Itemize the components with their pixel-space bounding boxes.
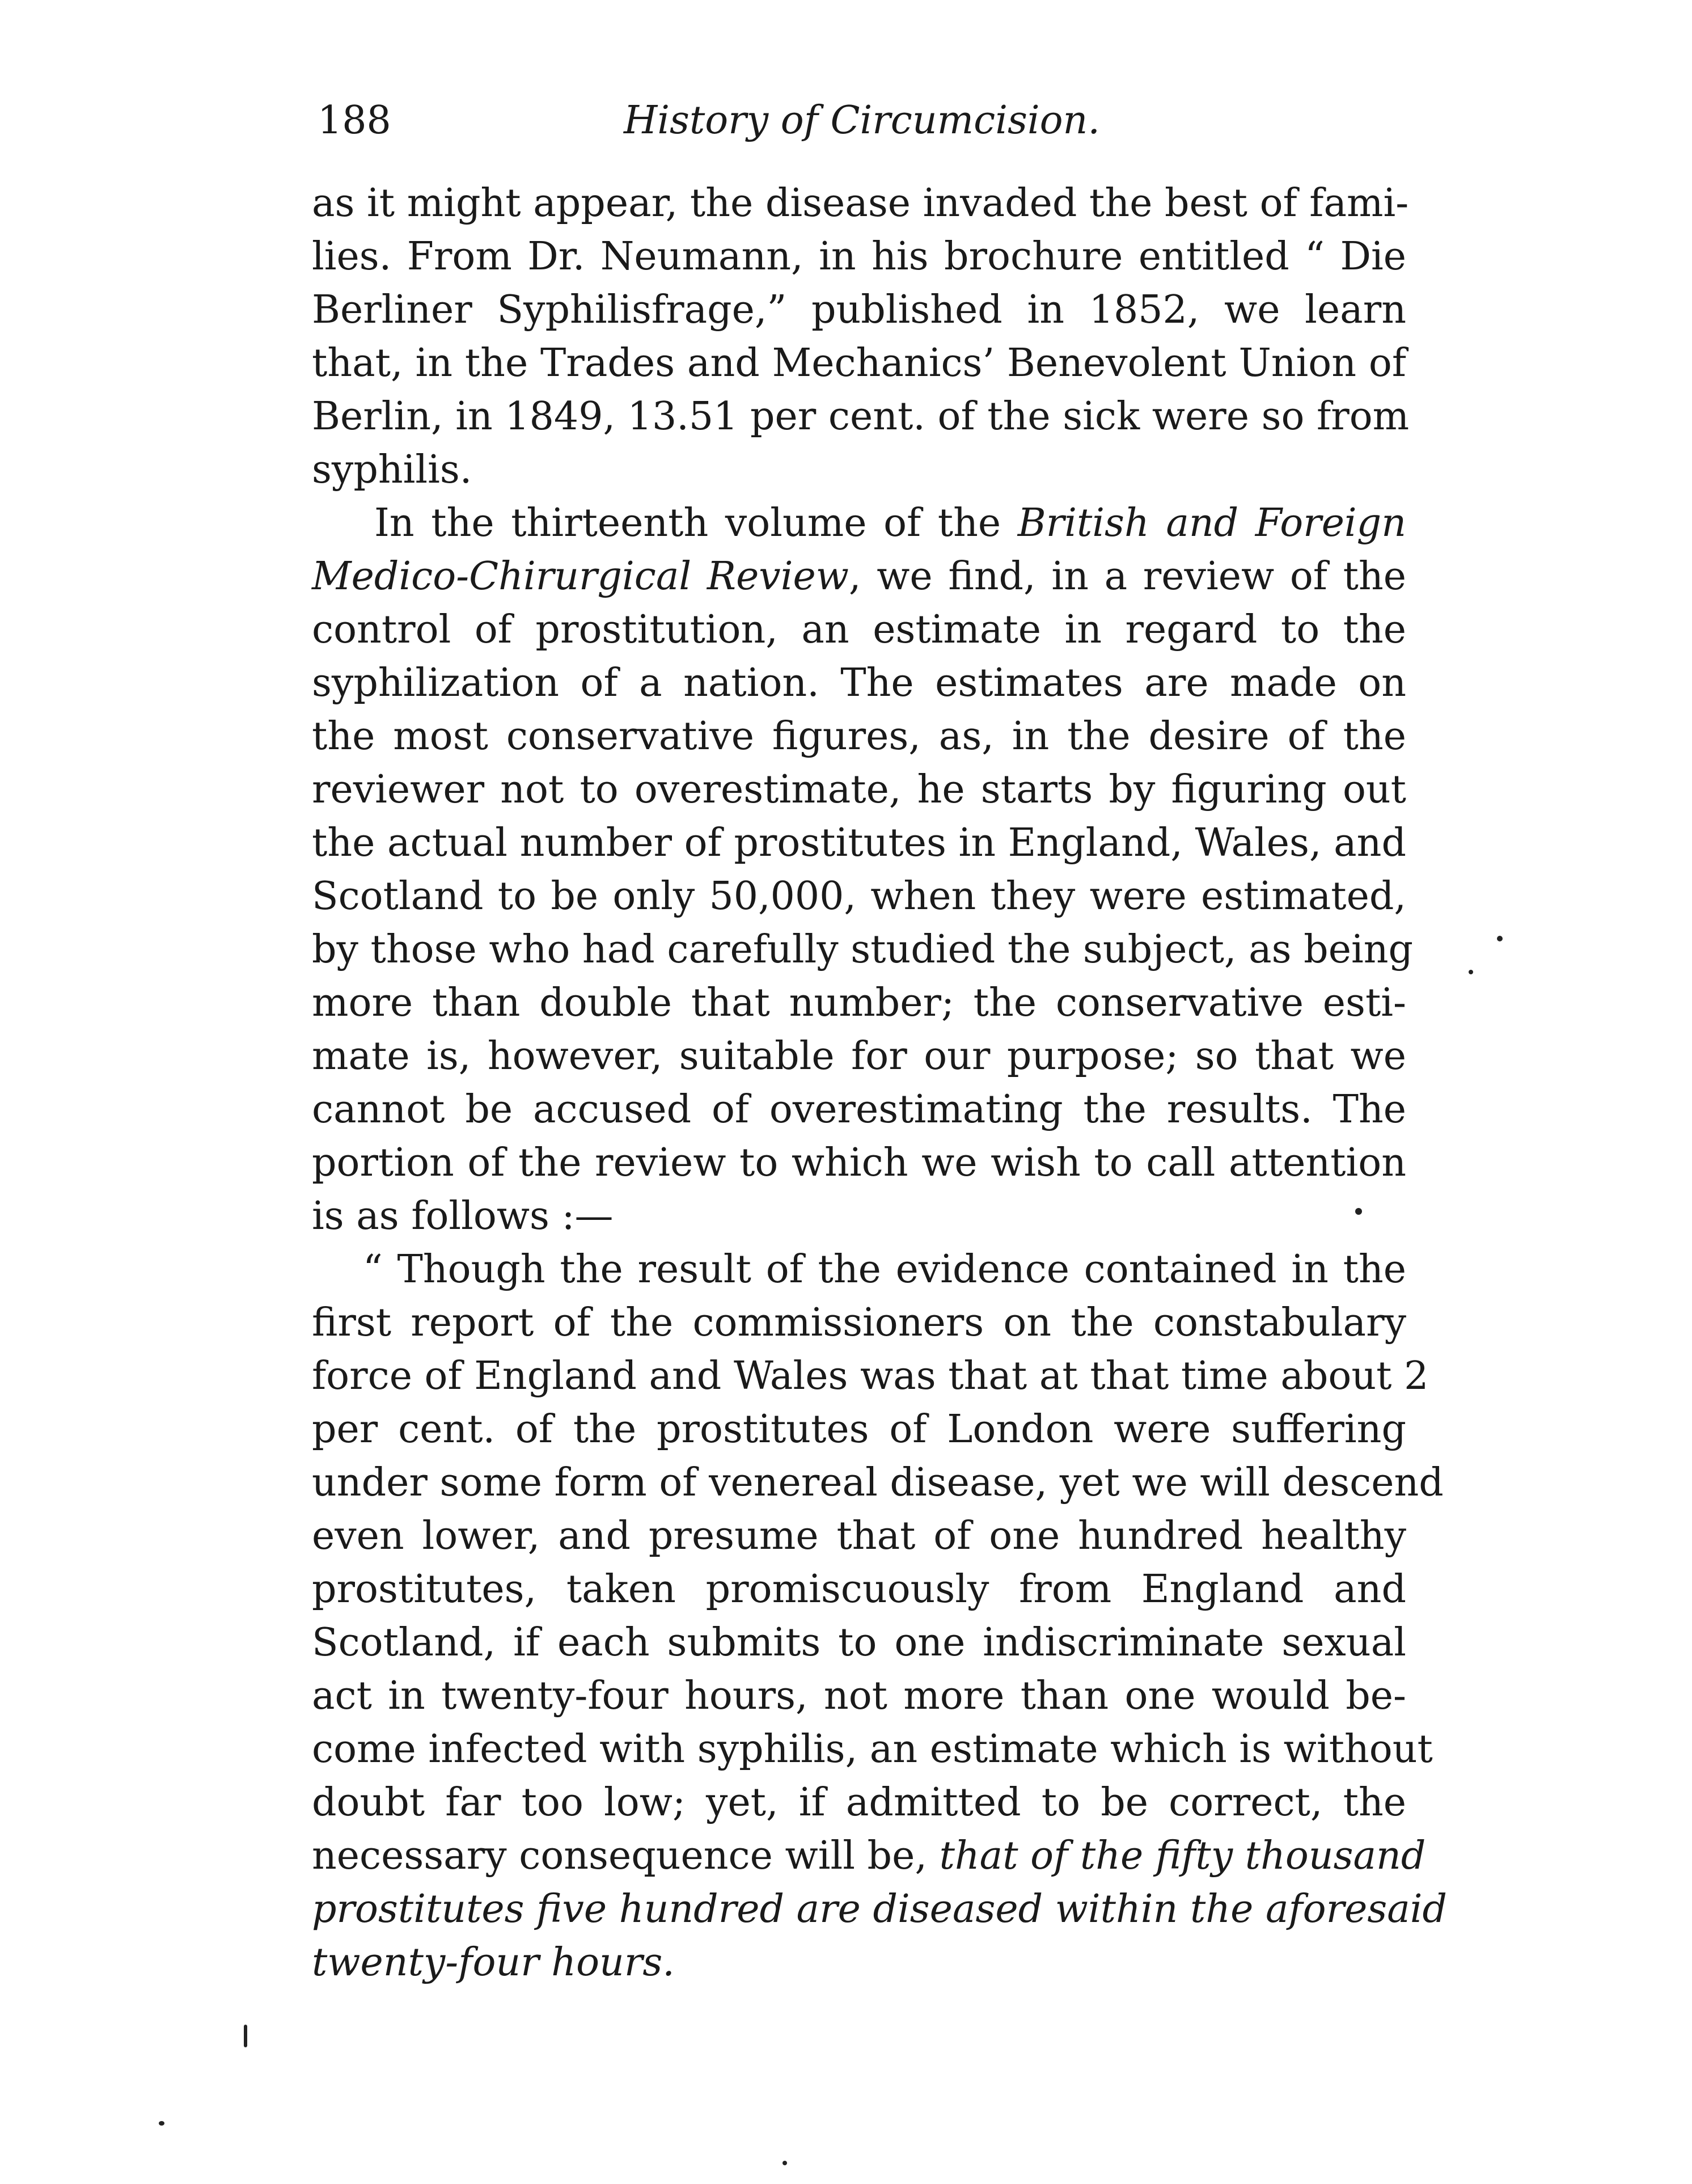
- page-number: 188: [318, 98, 391, 143]
- quote-line: doubt far too low; yet, if admitted to be correct, the: [312, 1780, 1406, 1825]
- text-line: as it might appear, the disease invaded the best of fami-: [312, 181, 1409, 226]
- quote-line: come infected with syphilis, an estimate which is without: [312, 1727, 1433, 1772]
- text-line: portion of the review to which we wish to call attention: [312, 1140, 1406, 1185]
- paragraph-first-line: [312, 497, 1406, 550]
- scan-speck: [159, 2121, 164, 2126]
- journal-title-part2: Medico-Chirurgical Review: [312, 554, 849, 599]
- text-line: control of prostitution, an estimate in regard to the: [312, 607, 1406, 652]
- quote-line: under some form of venereal disease, yet we will descend: [312, 1460, 1444, 1505]
- text-line: Scotland to be only 50,000, when they were estimated,: [312, 874, 1406, 919]
- quote-line: [312, 1883, 1448, 1936]
- running-head: [318, 95, 1429, 146]
- text-line: syphilis.: [312, 447, 472, 492]
- emphasis-text: that of the fifty thousand: [939, 1834, 1426, 1878]
- scan-speck: [782, 2161, 787, 2165]
- emphasis-text: prostitutes five hundred are diseased within the aforesaid: [312, 1887, 1448, 1932]
- scan-speck: [1355, 1208, 1362, 1215]
- text-run: necessary consequence will be,: [312, 1834, 940, 1878]
- quote-line: Scotland, if each submits to one indiscriminate sexual: [312, 1620, 1406, 1665]
- text-line: lies. From Dr. Neumann, in his brochure entitled “ Die: [312, 234, 1406, 279]
- scan-speck: [1469, 970, 1473, 974]
- quote-line: per cent. of the prostitutes of London were suffering: [312, 1407, 1406, 1452]
- quote-line: even lower, and presume that of one hundred healthy: [312, 1514, 1406, 1558]
- scan-speck: [244, 2025, 247, 2047]
- text-line: is as follows :—: [312, 1194, 614, 1239]
- text-line: the actual number of prostitutes in England, Wales, and: [312, 821, 1406, 865]
- text-run: , we find, in a review of the: [848, 554, 1407, 599]
- text-line: Berliner Syphilisfrage,” published in 1852, we learn: [312, 288, 1406, 332]
- text-line: more than double that number; the conservative esti-: [312, 981, 1406, 1025]
- journal-title-part1: British and Foreign: [1017, 501, 1407, 546]
- quote-line: force of England and Wales was that at that time about 2: [312, 1354, 1429, 1399]
- running-title: History of Circumcision.: [624, 98, 1100, 143]
- text-line: [312, 550, 1406, 603]
- text-line: the most conservative figures, as, in the desire of the: [312, 714, 1406, 759]
- text-line: mate is, however, suitable for our purpose; so that we: [312, 1034, 1406, 1079]
- text-line: cannot be accused of overestimating the results. The: [312, 1087, 1406, 1132]
- text-line: by those who had carefully studied the subject, as being: [312, 927, 1414, 972]
- quote-line: [312, 1830, 1426, 1883]
- quote-line: act in twenty-four hours, not more than one would be-: [312, 1674, 1406, 1718]
- text-line: reviewer not to overestimate, he starts by figuring out: [312, 767, 1406, 812]
- emphasis-text: twenty-four hours.: [312, 1940, 675, 1985]
- text-line: that, in the Trades and Mechanics’ Benevolent Union of: [312, 341, 1406, 386]
- scan-speck: [1497, 936, 1503, 941]
- text-line: Berlin, in 1849, 13.51 per cent. of the sick were so from: [312, 394, 1410, 439]
- quote-last-line: [312, 1936, 1406, 1989]
- quote-first-line: “ Though the result of the evidence contained in the: [363, 1247, 1406, 1292]
- text-line: syphilization of a nation. The estimates are made on: [312, 661, 1406, 706]
- text-run: In the thirteenth volume of the: [374, 501, 1018, 546]
- body-text: [312, 177, 1448, 1989]
- quote-line: prostitutes, taken promiscuously from England and: [312, 1567, 1406, 1612]
- quote-line: first report of the commissioners on the constabulary: [312, 1300, 1406, 1345]
